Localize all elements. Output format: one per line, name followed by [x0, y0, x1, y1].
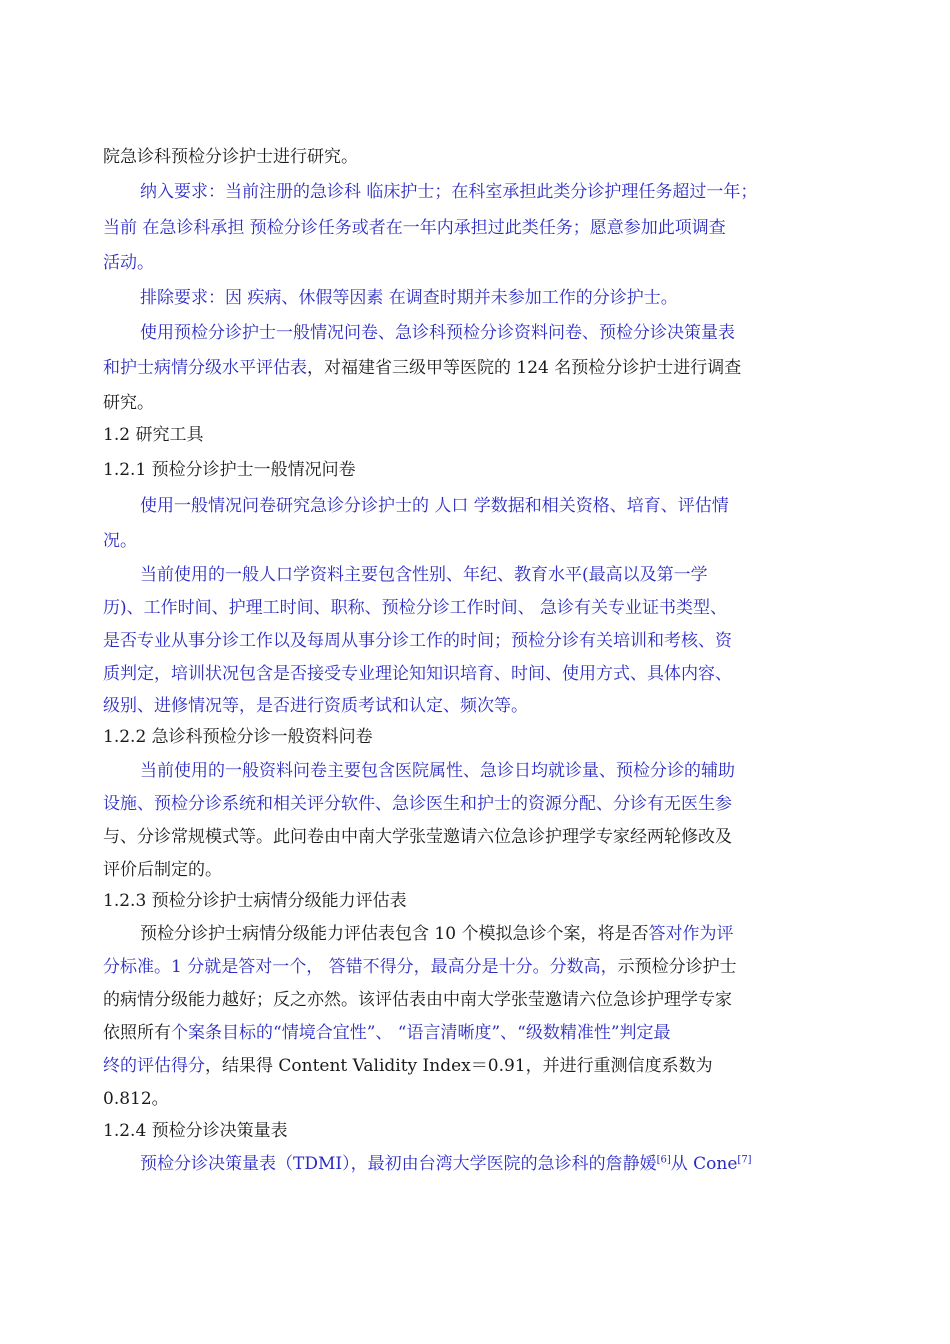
text-line: 当前使用的一般资料问卷主要包含医院属性、急诊日均就诊量、预检分诊的辅助	[140, 761, 735, 781]
text-line: 质判定，培训状况包含是否接受专业理论知知识培育、时间、使用方式、具体内容、	[103, 664, 732, 684]
section-heading-1-2-4: 1.2.4 预检分诊决策量表	[103, 1121, 288, 1141]
text-line: 活动。	[103, 253, 154, 273]
text-line: 和护士病情分级水平评估表，对福建省三级甲等医院的 124 名预检分诊护士进行调查	[103, 358, 742, 378]
text-line: 分标准。1 分就是答对一个， 答错不得分，最高分是十分。分数高，示预检分诊护士	[103, 957, 737, 977]
text-line: 终的评估得分，结果得 Content Validity Index＝0.91，并进行重测信度系数为	[103, 1056, 713, 1076]
text-line: 评价后制定的。	[103, 860, 222, 880]
text-line: 是否专业从事分诊工作以及每周从事分诊工作的时间；预检分诊有关培训和考核、资	[103, 631, 732, 651]
text-line: 依照所有个案条目标的“情境合宜性”、 “语言清晰度”、“级数精准性”判定最	[103, 1023, 671, 1043]
text-line: 预检分诊护士病情分级能力评估表包含 10 个模拟急诊个案，将是否答对作为评	[140, 924, 734, 944]
section-heading-1-2-3: 1.2.3 预检分诊护士病情分级能力评估表	[103, 891, 407, 911]
text-line: 当前 在急诊科承担 预检分诊任务或者在一年内承担过此类任务；愿意参加此项调查	[103, 218, 726, 238]
text-line: 与、分诊常规模式等。此问卷由中南大学张莹邀请六位急诊护理学专家经两轮修改及	[103, 827, 732, 847]
section-heading-1-2-1: 1.2.1 预检分诊护士一般情况问卷	[103, 460, 356, 480]
text-line: 况。	[103, 531, 137, 551]
text-line: 院急诊科预检分诊护士进行研究。	[103, 147, 358, 167]
text-line: 历)、工作时间、护理工时间、职称、预检分诊工作时间、 急诊有关专业证书类型、	[103, 598, 728, 618]
paragraph-exclusion-line: 排除要求：因 疾病、休假等因素 在调查时期并未参加工作的分诊护士。	[140, 288, 678, 308]
text-line: 研究。	[103, 393, 154, 413]
text-line: 0.812。	[103, 1089, 169, 1109]
text-line: 当前使用的一般人口学资料主要包含性别、年纪、教育水平(最高以及第一学	[140, 565, 708, 585]
text-line: 设施、预检分诊系统和相关评分软件、急诊医生和护士的资源分配、分诊有无医生参	[103, 794, 732, 814]
text-line: 的病情分级能力越好；反之亦然。该评估表由中南大学张莹邀请六位急诊护理学专家	[103, 990, 732, 1010]
text-line: 使用一般情况问卷研究急诊分诊护士的 人口 学数据和相关资格、培育、评估情	[140, 496, 729, 516]
text-line: 级别、进修情况等，是否进行资质考试和认定、频次等。	[103, 696, 528, 716]
section-heading-1-2-2: 1.2.2 急诊科预检分诊一般资料问卷	[103, 727, 373, 747]
paragraph-method-line: 使用预检分诊护士一般情况问卷、急诊科预检分诊资料问卷、预检分诊决策量表	[140, 323, 735, 343]
citation-7: [7]	[737, 1154, 752, 1166]
paragraph-inclusion-line: 纳入要求：当前注册的急诊科 临床护士；在科室承担此类分诊护理任务超过一年；	[140, 182, 758, 202]
citation-6: [6]	[656, 1154, 671, 1166]
text-line: 预检分诊决策量表（TDMI），最初由台湾大学医院的急诊科的詹静媛[6]从 Cone[7]	[140, 1154, 752, 1174]
section-heading-1-2: 1.2 研究工具	[103, 425, 204, 445]
